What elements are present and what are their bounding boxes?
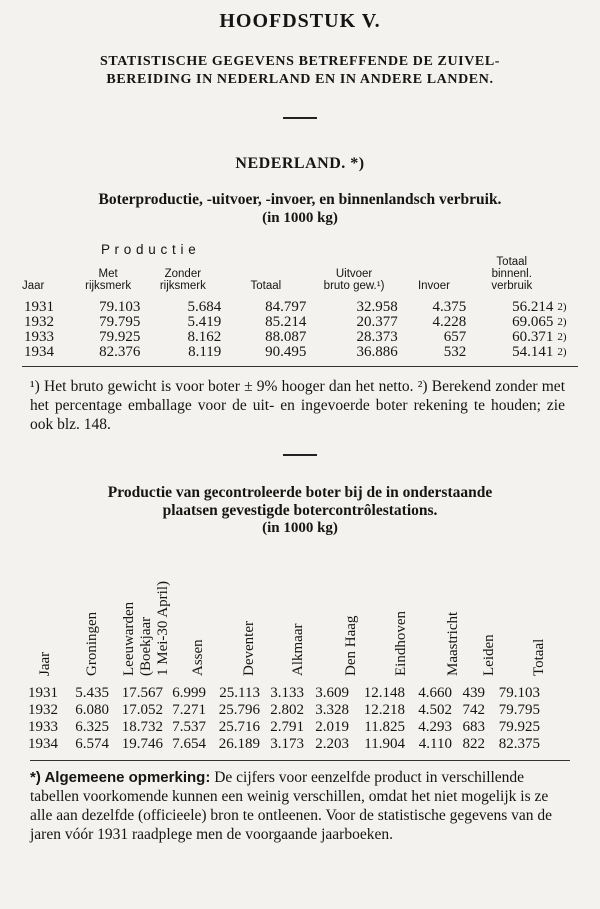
table2-cell: 7.537 — [172, 719, 206, 735]
table2-cell: 26.189 — [218, 736, 260, 752]
table1-cell: 1932 — [24, 314, 54, 330]
table1-cell: 1934 — [24, 344, 54, 360]
table1-cell: 79.103 — [99, 299, 141, 315]
table1-cell: 82.376 — [99, 344, 141, 360]
table2-cell: 3.173 — [270, 736, 304, 752]
table2-cell: 1931 — [28, 685, 58, 701]
table2-cell: 18.732 — [121, 719, 163, 735]
table2-cell: 17.567 — [121, 685, 163, 701]
table1-unit: (in 1000 kg) — [262, 210, 338, 226]
table2-cell: 25.716 — [218, 719, 260, 735]
table1-cell: 1931 — [24, 299, 54, 315]
table2-title-line1: Productie van gecontroleerde boter bij de in onderstaande — [107, 484, 493, 501]
table1-cell: 32.958 — [356, 299, 398, 315]
table2-cell: 822 — [462, 736, 485, 752]
table2-cell: 6.574 — [75, 736, 109, 752]
table2-cell: 11.904 — [364, 736, 405, 752]
table2-row — [28, 719, 540, 736]
table2-cell: 1932 — [28, 702, 58, 718]
table2-cell: 79.103 — [498, 685, 540, 701]
table2-title-line2: plaatsen gevestigde botercontrôlestations. — [162, 502, 438, 519]
table1-cell: 54.141 — [512, 344, 554, 360]
table2-bottom-rule — [30, 760, 570, 761]
table1-row — [22, 300, 572, 315]
table2-row — [28, 736, 540, 753]
table2-cell: 19.746 — [121, 736, 163, 752]
table1-cell: 90.495 — [265, 344, 307, 360]
table2-cell: 1934 — [28, 736, 58, 752]
table1-cell: 84.797 — [265, 299, 307, 315]
table2-cell: 7.271 — [172, 702, 206, 718]
divider — [283, 117, 317, 119]
table2-row — [28, 685, 540, 702]
table1-cell: 28.373 — [356, 329, 398, 345]
table2-cell: 4.110 — [418, 736, 452, 752]
table1-cell: 1933 — [24, 329, 54, 345]
chapter-subtitle-line1: STATISTISCHE GEGEVENS BETREFFENDE DE ZUIVEL- — [99, 54, 501, 69]
production-group-header: P r o d u c t i e — [100, 242, 197, 257]
table1-cell: 79.795 — [99, 314, 141, 330]
table2-cell: 6.080 — [75, 702, 109, 718]
table2-cell: 4.660 — [418, 685, 452, 701]
table1-cell: 5.419 — [187, 314, 222, 330]
table2-cell: 25.113 — [219, 685, 260, 701]
table1-cell: 4.375 — [432, 299, 467, 315]
table1-footnote-ref: 2) — [557, 346, 567, 358]
table2-cell: 6.325 — [75, 719, 109, 735]
chapter-subtitle-line2: BEREIDING IN NEDERLAND EN IN ANDERE LANDEN. — [106, 72, 494, 87]
col-with-stamp: Met rijksmerk — [85, 268, 132, 292]
table1-cell: 5.684 — [187, 299, 222, 315]
table2-cell: 3.609 — [315, 685, 349, 701]
col-total: Totaal — [250, 280, 282, 292]
table1-cell: 532 — [443, 344, 467, 360]
table2-cell: 2.791 — [270, 719, 304, 735]
table2-cell: 2.019 — [315, 719, 349, 735]
table1-cell: 8.119 — [188, 344, 222, 360]
table1-cell: 8.162 — [187, 329, 222, 345]
table2-row — [28, 702, 540, 719]
table2-cell: 79.795 — [498, 702, 540, 718]
table2-cell: 2.203 — [315, 736, 349, 752]
table2-cell: 683 — [462, 719, 485, 735]
table1-footnote-ref: 2) — [557, 301, 567, 313]
col-consumption: Totaal binnenl. verbruik — [491, 256, 533, 292]
table2-cell: 439 — [462, 685, 485, 701]
table1-cell: 36.886 — [356, 344, 398, 360]
table2-cell: 3.328 — [315, 702, 349, 718]
section-heading: NEDERLAND. *) — [235, 155, 365, 172]
table2-cell: 1933 — [28, 719, 58, 735]
table2-cell: 12.218 — [363, 702, 405, 718]
table1-cell: 20.377 — [356, 314, 398, 330]
butter-production-table — [22, 244, 572, 360]
table2-cell: 17.052 — [121, 702, 163, 718]
table1-cell: 657 — [443, 329, 467, 345]
table2-cell: 6.999 — [172, 685, 206, 701]
table1-cell: 69.065 — [512, 314, 554, 330]
table1-title: Boterproductie, -uitvoer, -invoer, en binnenlandsch verbruik. — [98, 191, 502, 208]
table2-cell: 79.925 — [498, 719, 540, 735]
controlled-butter-table — [28, 685, 540, 753]
table1-cell: 56.214 — [512, 299, 554, 315]
table1-row — [22, 330, 572, 345]
table2-cell: 7.654 — [172, 736, 206, 752]
table2-cell: 82.375 — [498, 736, 540, 752]
general-note-label: *) Algemeene opmerking: — [30, 769, 211, 786]
table1-cell: 4.228 — [432, 314, 467, 330]
table1-cell: 85.214 — [265, 314, 307, 330]
table2-cell: 25.796 — [218, 702, 260, 718]
table1-bottom-rule — [22, 366, 578, 367]
general-note — [30, 768, 567, 844]
table1-footnote-ref: 2) — [557, 331, 567, 343]
general-note-text: De cijfers voor eenzelfde product in verschillende tabellen voorkomende kunnen een weinig verschillen, omdat het niet mogelijk is ze alle aan dezelfde (officieele) bron te ontleenen. Voor de statistische gegevens van de jaren vóór 1931 raadplege men de voorgaande jaarboeken. — [30, 769, 553, 843]
table2-cell: 5.435 — [75, 685, 109, 701]
table2-cell: 2.802 — [270, 702, 304, 718]
table1-cell: 88.087 — [265, 329, 307, 345]
col-without-stamp: Zonder rijksmerk — [159, 268, 206, 292]
table1-cell: 79.925 — [99, 329, 141, 345]
table1-row — [22, 345, 572, 360]
col-year: Jaar — [22, 280, 45, 292]
table1-row — [22, 315, 572, 330]
table2-cell: 4.293 — [418, 719, 452, 735]
table1-footnote-ref: 2) — [557, 316, 567, 328]
table2-unit: (in 1000 kg) — [262, 520, 338, 536]
table2-cell: 12.148 — [363, 685, 405, 701]
table2-cell: 3.133 — [270, 685, 304, 701]
col-export: Uitvoer bruto gew.¹) — [323, 268, 385, 292]
col-import: Invoer — [417, 280, 450, 292]
table2-cell: 742 — [462, 702, 485, 718]
divider — [283, 454, 317, 456]
table2-cell: 11.825 — [364, 719, 405, 735]
chapter-title: HOOFDSTUK V. — [219, 10, 381, 32]
footnote-1: ¹) Het bruto gewicht is voor boter ± 9% hooger dan het netto. ²) Berekend zonder met het percentage emballage voor de uit- en ingevoerde boter rekening te houden; zie ook blz. 148. — [30, 378, 565, 433]
table2-cell: 4.502 — [418, 702, 452, 718]
table1-cell: 60.371 — [512, 329, 554, 345]
